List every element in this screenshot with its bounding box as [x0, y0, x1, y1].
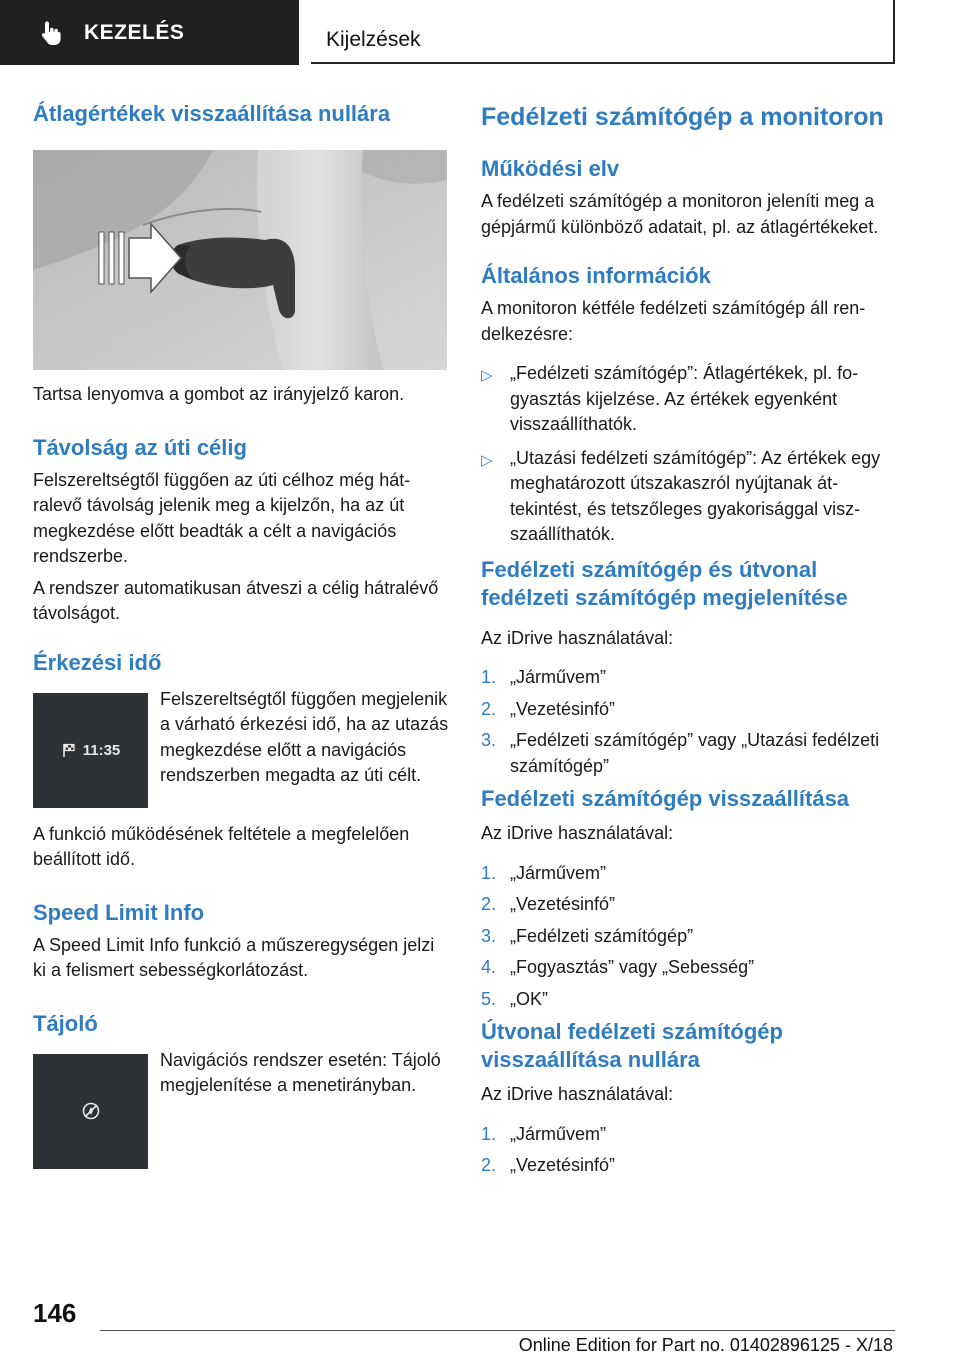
computer-types-list	[481, 361, 901, 548]
triangle-bullet-icon: ▷	[481, 367, 493, 384]
step-item	[481, 665, 901, 691]
step-text: „Járművem”	[510, 667, 607, 687]
speed-limit-text: A Speed Limit Info funkció a műszeregységen jelzi ki a felismert sebességkorlátozást.	[33, 934, 435, 980]
list-item	[481, 361, 901, 438]
edition-note: Online Edition for Part no. 01402896125 - X/18	[518, 1335, 893, 1355]
reset-steps	[481, 861, 901, 1013]
distance-heading: Távolság az úti célig	[33, 434, 247, 460]
step-text: „Fogyasztás” vagy „Sebesség”	[510, 957, 755, 977]
step-number: 1.	[481, 862, 497, 883]
step-text: „Fedélzeti számítógép”	[510, 925, 694, 946]
section-header-tab	[0, 0, 299, 65]
display-intro: Az iDrive használatával:	[481, 627, 674, 648]
trip-reset-intro: Az iDrive használatával:	[481, 1084, 674, 1104]
step-text: „Vezetésinfó”	[510, 698, 616, 719]
step-number: 5.	[481, 988, 497, 1009]
step-number: 4.	[481, 957, 497, 977]
list-item-text: „Fedélzeti számítógép”: Átlagértékek, pl. fogyasztás kijelzése. Az értékek egyenként visszaállíthatók.	[510, 363, 859, 434]
display-steps	[481, 665, 901, 779]
distance-text-2: A rendszer automatikusan átveszi a célig hátralévő távolságot.	[33, 577, 439, 623]
arrival-text-1: Felszereltségtől függően megjelenik a várható érkezési idő, ha az utazás megkezdése előtt a navigációs rendszerben megadta az úti célt.	[160, 688, 449, 785]
general-info-heading: Általános információk	[481, 263, 711, 288]
step-item	[481, 861, 901, 887]
triangle-bullet-icon: ▷	[481, 451, 493, 469]
step-text: „OK”	[510, 988, 548, 1009]
step-item	[481, 987, 901, 1013]
trip-reset-heading: Útvonal fedélzeti számítógép visszaállítása nullára	[481, 1019, 783, 1072]
compass-display	[33, 1054, 148, 1169]
reset-intro: Az iDrive használatával:	[481, 823, 674, 843]
step-text: „Vezetésinfó”	[510, 1155, 616, 1175]
general-info-text: A monitoron kétféle fedélzeti számítógép áll rendelkezésre:	[481, 298, 866, 344]
arrival-heading: Érkezési idő	[33, 649, 162, 675]
principle-heading: Működési elv	[481, 156, 620, 181]
principle-text: A fedélzeti számítógép a monitoron jeleníti meg a gépjármű különböző adatait, pl. az átlagértékeket.	[481, 191, 879, 237]
step-text: „Járművem”	[510, 1123, 607, 1144]
avg-reset-caption: Tartsa lenyomva a gombot az irányjelző karon.	[33, 384, 405, 404]
compass-figure-row	[33, 1049, 451, 1169]
display-heading: Fedélzeti számítógép és útvonal fedélzeti számítógép megjelenítése	[481, 556, 848, 610]
page-number: 146	[33, 1298, 77, 1328]
arrival-time-display	[33, 693, 148, 808]
list-item	[481, 446, 901, 548]
left-column	[33, 100, 451, 1169]
arrival-time-value: 11:35	[82, 741, 121, 759]
step-number: 2.	[481, 894, 497, 914]
compass-icon	[80, 1100, 102, 1122]
right-column	[481, 100, 901, 1185]
step-item	[481, 728, 901, 779]
step-number: 2.	[481, 698, 497, 719]
step-item	[481, 1122, 901, 1148]
arrival-figure-row	[33, 688, 451, 808]
footer-divider	[100, 1330, 895, 1331]
turn-signal-lever-photo	[33, 150, 447, 370]
step-text: „Vezetésinfó”	[510, 894, 616, 914]
onboard-computer-main-heading: Fedélzeti számítógép a monitoron	[481, 103, 884, 131]
step-text: „Járművem”	[510, 862, 607, 883]
chapter-title: Kijelzések	[326, 28, 421, 51]
reset-heading: Fedélzeti számítógép visszaállítása	[481, 786, 850, 811]
step-item	[481, 955, 901, 981]
step-item	[481, 892, 901, 918]
step-number: 3.	[481, 730, 497, 750]
compass-text: Navigációs rendszer esetén: Tájoló megjelenítése a menetirányban.	[160, 1049, 441, 1095]
arrival-text-2: A funkció működésének feltétele a megfelelően beállított idő.	[33, 823, 410, 869]
speed-limit-heading: Speed Limit Info	[33, 899, 205, 925]
step-number: 2.	[481, 1155, 497, 1175]
flag-icon	[61, 742, 77, 758]
compass-heading: Tájoló	[33, 1010, 98, 1036]
step-number: 1.	[481, 1123, 497, 1144]
step-text: „Fedélzeti számítógép” vagy „Utazási fedélzeti számítógép”	[510, 730, 880, 776]
distance-text-1: Felszereltségtől függően az úti célhoz még hátralevő távolság jelenik meg a kijelzőn, ha az út megkezdése előtt beadták a célt a navigációs rendszerbe.	[33, 469, 411, 566]
section-label: KEZELÉS	[84, 20, 185, 44]
lever-illustration	[33, 150, 447, 370]
hand-pointer-icon	[40, 20, 64, 46]
step-item	[481, 1153, 901, 1179]
list-item-text: „Utazási fedélzeti számítógép”: Az értékek egy meghatározott útszakaszról nyújtanak áttekintést, és tetszőleges gyakorisággal viszszaállíthatók.	[510, 447, 881, 544]
step-number: 3.	[481, 925, 497, 946]
trip-reset-steps	[481, 1122, 901, 1179]
step-item	[481, 697, 901, 723]
avg-reset-heading: Átlagértékek visszaállítása nullára	[33, 101, 391, 126]
step-item	[481, 924, 901, 950]
step-number: 1.	[481, 667, 497, 687]
chapter-header	[311, 0, 895, 64]
